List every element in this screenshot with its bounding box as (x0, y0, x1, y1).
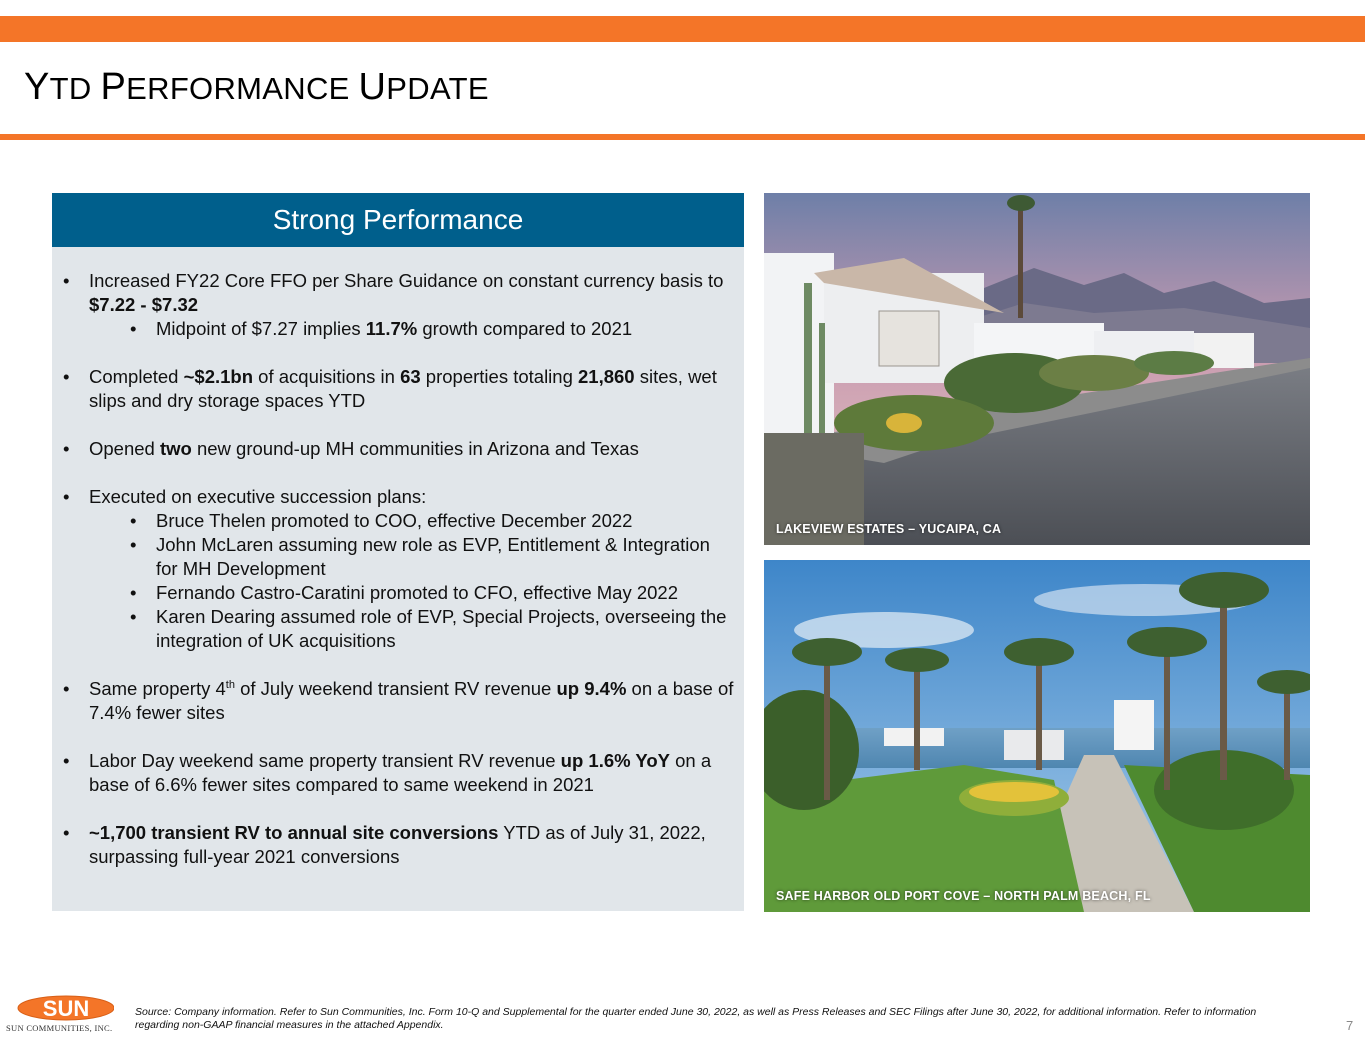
panel-heading: Strong Performance (52, 193, 744, 247)
bullet-labor-day-revenue: • Labor Day weekend same property transient RV revenue up 1.6% YoY on a base of 6.6% fewer sites compared to same weekend in 2021 (52, 749, 734, 797)
bullet-july-revenue: • Same property 4th of July weekend transient RV revenue up 9.4% on a base of 7.4% fewer sites (52, 677, 734, 725)
performance-bullet-list (52, 247, 744, 869)
bullet-acquisitions: • Completed ~$2.1bn of acquisitions in 63 properties totaling 21,860 sites, wet slips and dry storage spaces YTD (52, 365, 734, 413)
lakeview-estates-photo-illustration (764, 193, 1310, 545)
title-part: U (358, 66, 387, 108)
photo-lakeview-estates (764, 193, 1310, 545)
bullet-site-conversions: • ~1,700 transient RV to annual site conversions YTD as of July 31, 2022, surpassing full-year 2021 conversions (52, 821, 734, 869)
sun-communities-logo (6, 994, 116, 1034)
page-number: 7 (1346, 1018, 1354, 1033)
bullet-guidance: • Increased FY22 Core FFO per Share Guidance on constant currency basis to $7.22 - $7.32 • Midpoint of $7.27 implies 11.7% growth compared to 2021 (52, 269, 734, 341)
top-accent-bar (0, 16, 1365, 42)
company-name: SUN COMMUNITIES, INC. (6, 1023, 113, 1033)
logo-wordmark: SUN (42, 996, 90, 1021)
title-part: Y (24, 66, 50, 108)
bullet-succession: • Executed on executive succession plans: • Bruce Thelen promoted to COO, effective December 2022 • John McLaren assuming new role as EVP, Entitlement & Integration for MH Development • Fernando Castro-Caratini promoted to CFO, effective May 2022 • Karen Dearing assumed role of EVP, Special Projects, overseeing the integration of UK acquisitions (52, 485, 734, 653)
title-part: P (100, 66, 127, 108)
safe-harbor-photo-illustration (764, 560, 1310, 912)
source-footnote: Source: Company information. Refer to Sun Communities, Inc. Form 10-Q and Supplemental for the quarter ended June 30, 2022, as well as Press Releases and SEC Filings after June 30, 2022, for additional information. Refer to information regarding non-GAAP financial measures in the attached Appendix. (135, 1006, 1257, 1031)
sub-bullet-list (52, 317, 734, 341)
photo-safe-harbor-old-port-cove (764, 560, 1310, 912)
sub-bullet-list (52, 509, 734, 653)
sun-logo-icon (14, 994, 114, 1024)
sub-bullet-thelen: • Bruce Thelen promoted to COO, effective December 2022 (52, 509, 734, 533)
photo-caption: LAKEVIEW ESTATES – YUCAIPA, CA (776, 522, 1002, 536)
bullet-new-communities: • Opened two new ground-up MH communities in Arizona and Texas (52, 437, 734, 461)
sub-bullet-mclaren: • John McLaren assuming new role as EVP, Entitlement & Integration for MH Development (52, 533, 734, 581)
title-divider (0, 134, 1365, 140)
title-part: TD (49, 71, 101, 106)
title-part: ERFORMANCE (126, 71, 359, 106)
sub-bullet-midpoint: • Midpoint of $7.27 implies 11.7% growth compared to 2021 (52, 317, 734, 341)
page-title (24, 66, 489, 109)
title-part: PDATE (386, 71, 489, 106)
photo-caption: SAFE HARBOR OLD PORT COVE – NORTH PALM BEACH, FL (776, 889, 1151, 903)
sub-bullet-dearing: • Karen Dearing assumed role of EVP, Special Projects, overseeing the integration of UK acquisitions (52, 605, 734, 653)
sub-bullet-castro-caratini: • Fernando Castro-Caratini promoted to CFO, effective May 2022 (52, 581, 734, 605)
strong-performance-panel (52, 193, 744, 911)
